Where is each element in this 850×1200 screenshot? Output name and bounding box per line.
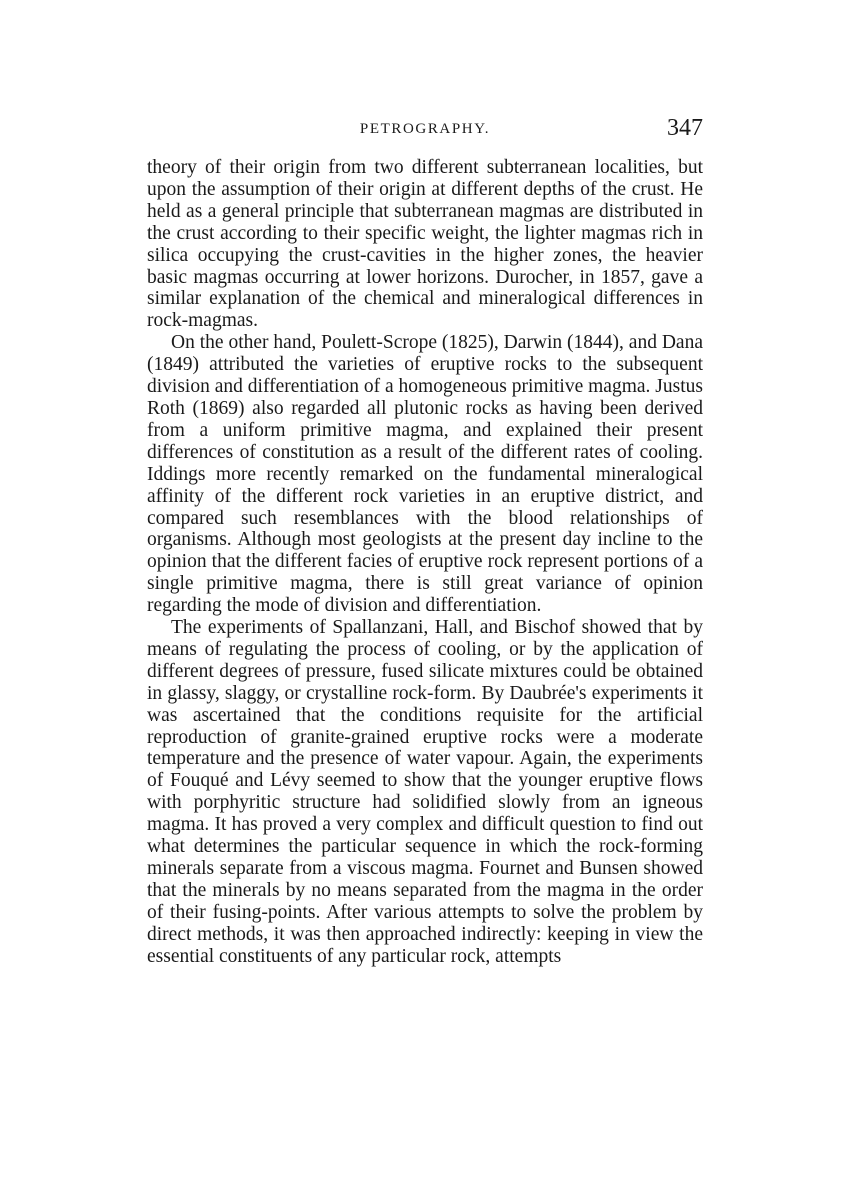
- page-number: 347: [667, 115, 703, 141]
- paragraph-experiments: The experiments of Spallanzani, Hall, and Bischof showed that by means of regulating the process of cooling, or by the application of different degrees of pressure, fused silicate mixtures could be obtained in glassy, slaggy, or crystalline rock-form. By Daubrée's experiments it was ascertained that the conditions requisite for the artificial reproduction of granite-grained eruptive rocks were a moderate temperature and the presence of water vapour. Again, the experiments of Fouqué and Lévy seemed to show that the younger eruptive flows with porphyritic structure had solidified slowly from an igneous magma. It has proved a very complex and difficult question to find out what determines the particular sequence in which the rock-forming minerals separate from a viscous magma. Fournet and Bunsen showed that the minerals by no means separated from the magma in the order of their fusing-points. After various attempts to solve the problem by direct methods, it was then approached indirectly: keeping in view the essential constituents of any particular rock, attempts: [147, 617, 703, 967]
- running-title: PETROGRAPHY.: [359, 121, 491, 137]
- paragraph-differentiation: On the other hand, Poulett-Scrope (1825), Darwin (1844), and Dana (1849) attributed the varieties of eruptive rocks to the subsequent division and differentiation of a homogeneous primitive magma. Justus Roth (1869) also regarded all plutonic rocks as having been derived from a uniform primitive magma, and explained their present differences of constitution as a result of the different rates of cooling. Iddings more recently remarked on the fundamental mineralogical affinity of the different rock varieties in an eruptive district, and compared such resemblances with the blood relationships of organisms. Although most geologists at the present day incline to the opinion that the different facies of eruptive rock represent portions of a single primitive magma, there is still great variance of opinion regarding the mode of division and differentiation.: [147, 332, 703, 617]
- paragraph-continuation: theory of their origin from two different subterranean localities, but upon the assumption of their origin at different depths of the crust. He held as a general principle that subterranean magmas are distributed in the crust according to their specific weight, the lighter magmas rich in silica occupying the crust-cavities in the higher zones, the heavier basic magmas occurring at lower horizons. Durocher, in 1857, gave a similar explanation of the chemical and mineralogical differences in rock-magmas.: [147, 157, 703, 332]
- running-head: [147, 115, 703, 148]
- body-text: [147, 157, 703, 968]
